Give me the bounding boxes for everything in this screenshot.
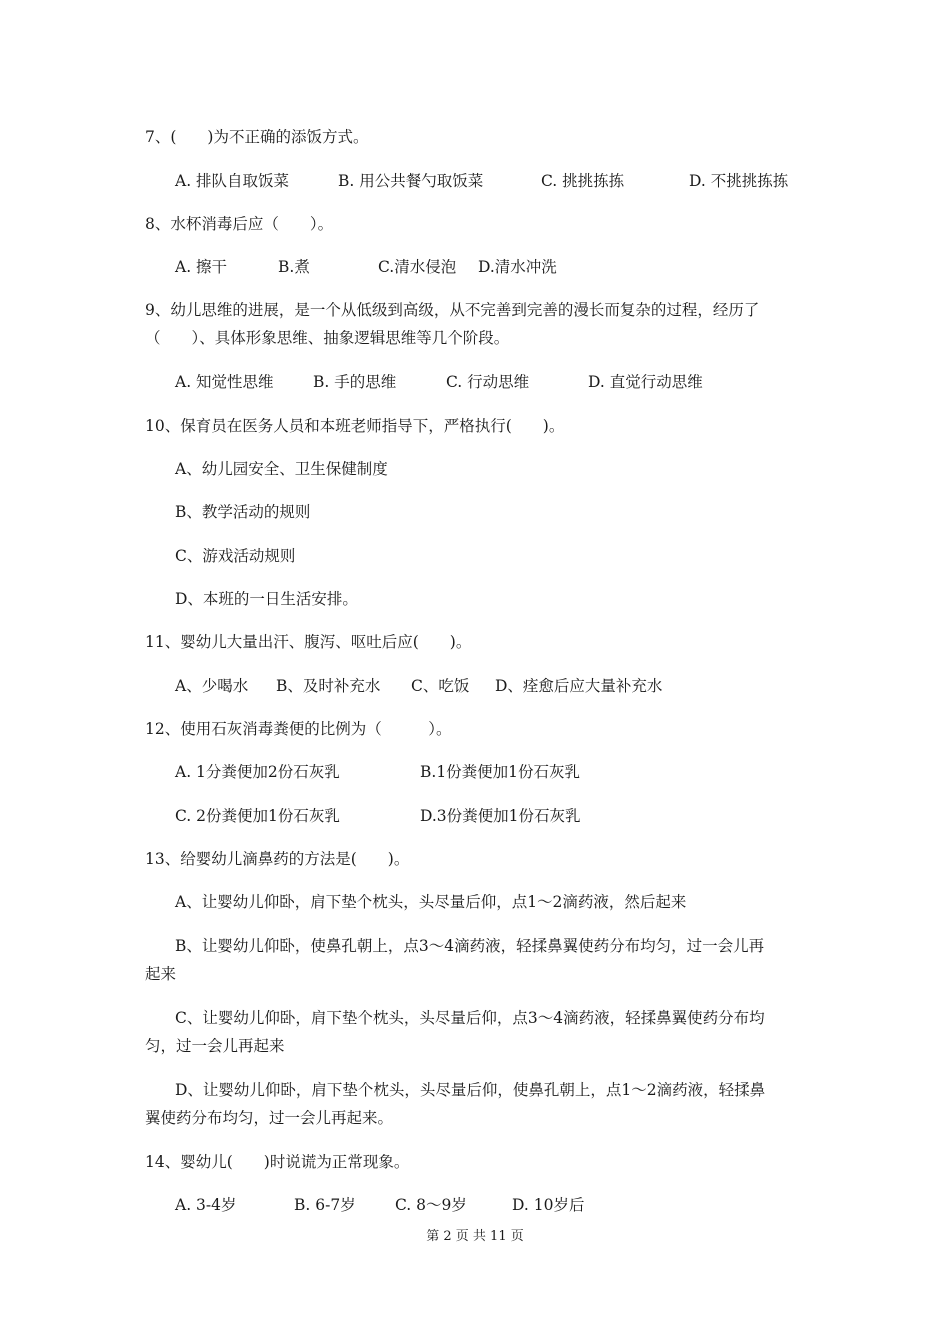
option-b: B. 6-7岁: [294, 1196, 356, 1214]
question-stem: 11、婴幼儿大量出汗、腹泻、呕吐后应( )。: [145, 633, 472, 651]
option-b: B、及时补充水: [276, 677, 381, 695]
option-b: B、让婴幼儿仰卧，使鼻孔朝上，点3～4滴药液，轻揉鼻翼使药分布均匀，过一会儿再: [175, 937, 765, 955]
question-stem: 12、使用石灰消毒粪便的比例为（ ）。: [145, 720, 452, 738]
option-b: B、教学活动的规则: [175, 503, 311, 521]
option-d: D. 不挑挑拣拣: [689, 172, 789, 190]
option-b: B. 用公共餐勺取饭菜: [338, 172, 484, 190]
option-d-continued: 翼使药分布均匀，过一会儿再起来。: [145, 1109, 394, 1127]
question-stem-continued: （ ）、具体形象思维、抽象逻辑思维等几个阶段。: [145, 329, 510, 347]
option-d: D. 10岁后: [512, 1196, 585, 1214]
option-a: A. 知觉性思维: [175, 373, 274, 391]
option-c: C. 行动思维: [446, 373, 530, 391]
option-c: C、吃饭: [411, 677, 470, 695]
option-b: B.1份粪便加1份石灰乳: [420, 763, 581, 781]
option-d: D、本班的一日生活安排。: [175, 590, 358, 608]
question-stem: 10、保育员在医务人员和本班老师指导下，严格执行( )。: [145, 417, 565, 435]
question-stem: 8、水杯消毒后应（ ）。: [145, 215, 334, 233]
question-stem: 9、幼儿思维的进展，是一个从低级到高级，从不完善到完善的漫长而复杂的过程，经历了: [145, 301, 760, 319]
question-stem: 13、给婴幼儿滴鼻药的方法是( )。: [145, 850, 410, 868]
question-stem: 7、( )为不正确的添饭方式。: [145, 128, 369, 146]
question-stem: 14、婴幼儿( )时说谎为正常现象。: [145, 1153, 410, 1171]
option-c-continued: 匀，过一会儿再起来: [145, 1037, 285, 1055]
option-d: D. 直觉行动思维: [588, 373, 703, 391]
option-a: A. 1分粪便加2份石灰乳: [175, 763, 340, 781]
option-a: A、幼儿园安全、卫生保健制度: [175, 460, 388, 478]
option-d: D、痊愈后应大量补充水: [495, 677, 663, 695]
option-b: B.煮: [278, 258, 310, 276]
option-c: C、游戏活动规则: [175, 547, 296, 565]
option-d: D.清水冲洗: [478, 258, 557, 276]
option-c: C. 2份粪便加1份石灰乳: [175, 807, 340, 825]
option-a: A、让婴幼儿仰卧，肩下垫个枕头，头尽量后仰，点1～2滴药液，然后起来: [175, 893, 687, 911]
option-c: C. 挑挑拣拣: [541, 172, 625, 190]
option-a: A. 排队自取饭菜: [175, 172, 290, 190]
option-d: D、让婴幼儿仰卧，肩下垫个枕头，头尽量后仰，使鼻孔朝上，点1～2滴药液，轻揉鼻: [175, 1081, 766, 1099]
option-a: A、少喝水: [175, 677, 249, 695]
option-c: C. 8～9岁: [395, 1196, 467, 1214]
option-a: A. 擦干: [175, 258, 228, 276]
option-b: B. 手的思维: [313, 373, 397, 391]
option-a: A. 3-4岁: [175, 1196, 237, 1214]
option-c: C、让婴幼儿仰卧，肩下垫个枕头，头尽量后仰，点3～4滴药液，轻揉鼻翼使药分布均: [175, 1009, 765, 1027]
option-d: D.3份粪便加1份石灰乳: [420, 807, 581, 825]
option-b-continued: 起来: [145, 965, 177, 983]
option-c: C.清水侵泡: [378, 258, 457, 276]
page-number-footer: 第 2 页 共 11 页: [426, 1229, 524, 1244]
